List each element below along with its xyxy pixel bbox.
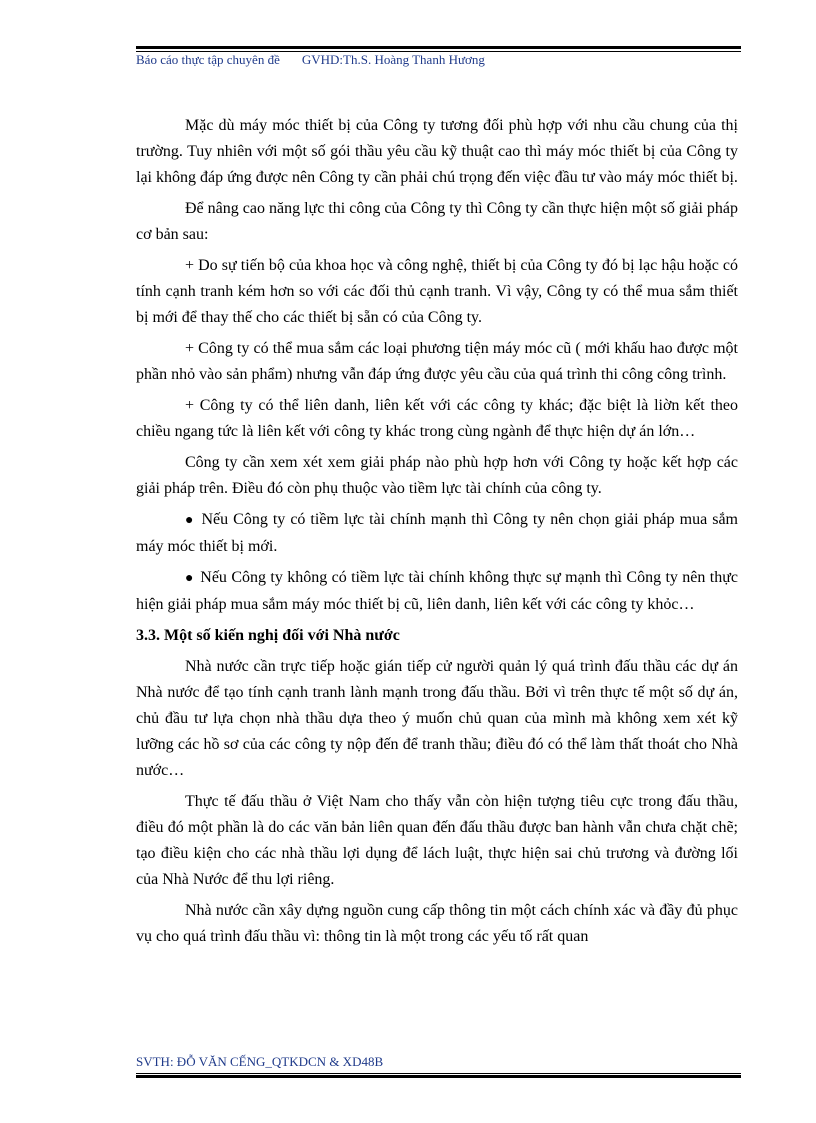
bullet-text: Nếu Công ty có tiềm lực tài chính mạnh thì Công ty nên chọn giải pháp mua sắm máy móc thiết bị mới.	[136, 511, 738, 555]
header-supervisor: GVHD:Th.S. Hoàng Thanh Hương	[301, 52, 485, 67]
header-rule-thick	[136, 46, 741, 49]
bullet-icon: ●	[185, 571, 194, 586]
bullet-item	[136, 565, 738, 618]
paragraph: Thực tế đấu thầu ở Việt Nam cho thấy vẫn còn hiện tượng tiêu cực trong đấu thầu, điều đó một phần là do các văn bản liên quan đến đấu thầu được ban hành vẫn chưa chặt chẽ; tạo điều kiện cho các nhà thầu lợi dụng để lách luật, thực hiện sai chủ trương và đường lối của Nhà Nước để thu lợi riêng.	[136, 793, 738, 888]
paragraph: + Do sự tiến bộ của khoa học và công nghệ, thiết bị của Công ty đó bị lạc hậu hoặc có tính cạnh tranh kém hơn so với các đối thủ cạnh tranh. Vì vậy, Công ty có thể mua sắm thiết bị mới để thay thế cho các thiết bị sẵn có của Công ty.	[136, 257, 738, 326]
paragraph: Mặc dù máy móc thiết bị của Công ty tương đối phù hợp với nhu cầu chung của thị trường. Tuy nhiên với một số gói thầu yêu cầu kỹ thuật cao thì máy móc thiết bị của Công ty lại không đáp ứng được nên Công ty cần phải chú trọng đến việc đầu tư vào máy móc thiết bị.	[136, 117, 738, 186]
paragraph: + Công ty có thể mua sắm các loại phương tiện máy móc cũ ( mới khấu hao được một phần nhỏ vào sản phẩm) nhưng vẫn đáp ứng được yêu cầu của quá trình thi công công trình.	[136, 340, 738, 383]
bullet-item	[136, 507, 738, 560]
paragraph: Nhà nước cần trực tiếp hoặc gián tiếp cử người quản lý quá trình đấu thầu các dự án Nhà nước để tạo tính cạnh tranh lành mạnh trong đấu thầu. Bởi vì trên thực tế một số dự án, chủ đầu tư lựa chọn nhà thầu dựa theo ý muốn chủ quan của mình mà không xem xét kỹ lưỡng các hồ sơ của các công ty nộp đến để tranh thầu; điều đó có thể làm thất thoát cho Nhà nước…	[136, 658, 738, 779]
section-heading: 3.3. Một số kiến nghị đối với Nhà nước	[136, 627, 400, 644]
paragraph: Công ty cần xem xét xem giải pháp nào phù hợp hơn với Công ty hoặc kết hợp các giải pháp trên. Điều đó còn phụ thuộc vào tiềm lực tài chính của công ty.	[136, 454, 738, 497]
page-header	[136, 52, 485, 68]
document-body	[136, 113, 738, 955]
paragraph: Để nâng cao năng lực thi công của Công ty thì Công ty cần thực hiện một số giải pháp cơ bản sau:	[136, 200, 738, 243]
bullet-icon: ●	[185, 513, 195, 528]
bullet-text: Nếu Công ty không có tiềm lực tài chính không thực sự mạnh thì Công ty nên thực hiện giải pháp mua sắm máy móc thiết bị cũ, liên danh, liên kết với các công ty khỏc…	[136, 569, 739, 613]
header-report-title: Báo cáo thực tập chuyên đề	[136, 52, 280, 67]
footer-rule-thin	[136, 1073, 741, 1074]
page-footer: SVTH: ĐỖ VĂN CẾNG_QTKDCN & XD48B	[136, 1054, 384, 1069]
paragraph: Nhà nước cần xây dựng nguồn cung cấp thông tin một cách chính xác và đầy đủ phục vụ cho quá trình đấu thầu vì: thông tin là một trong các yếu tố rất quan	[136, 902, 738, 945]
paragraph: + Công ty có thể liên danh, liên kết với các công ty khác; đặc biệt là liờn kết theo chiều ngang tức là liên kết với công ty khác trong cùng ngành để thực hiện dự án lớn…	[136, 397, 738, 440]
footer-rule-thick	[136, 1075, 741, 1078]
